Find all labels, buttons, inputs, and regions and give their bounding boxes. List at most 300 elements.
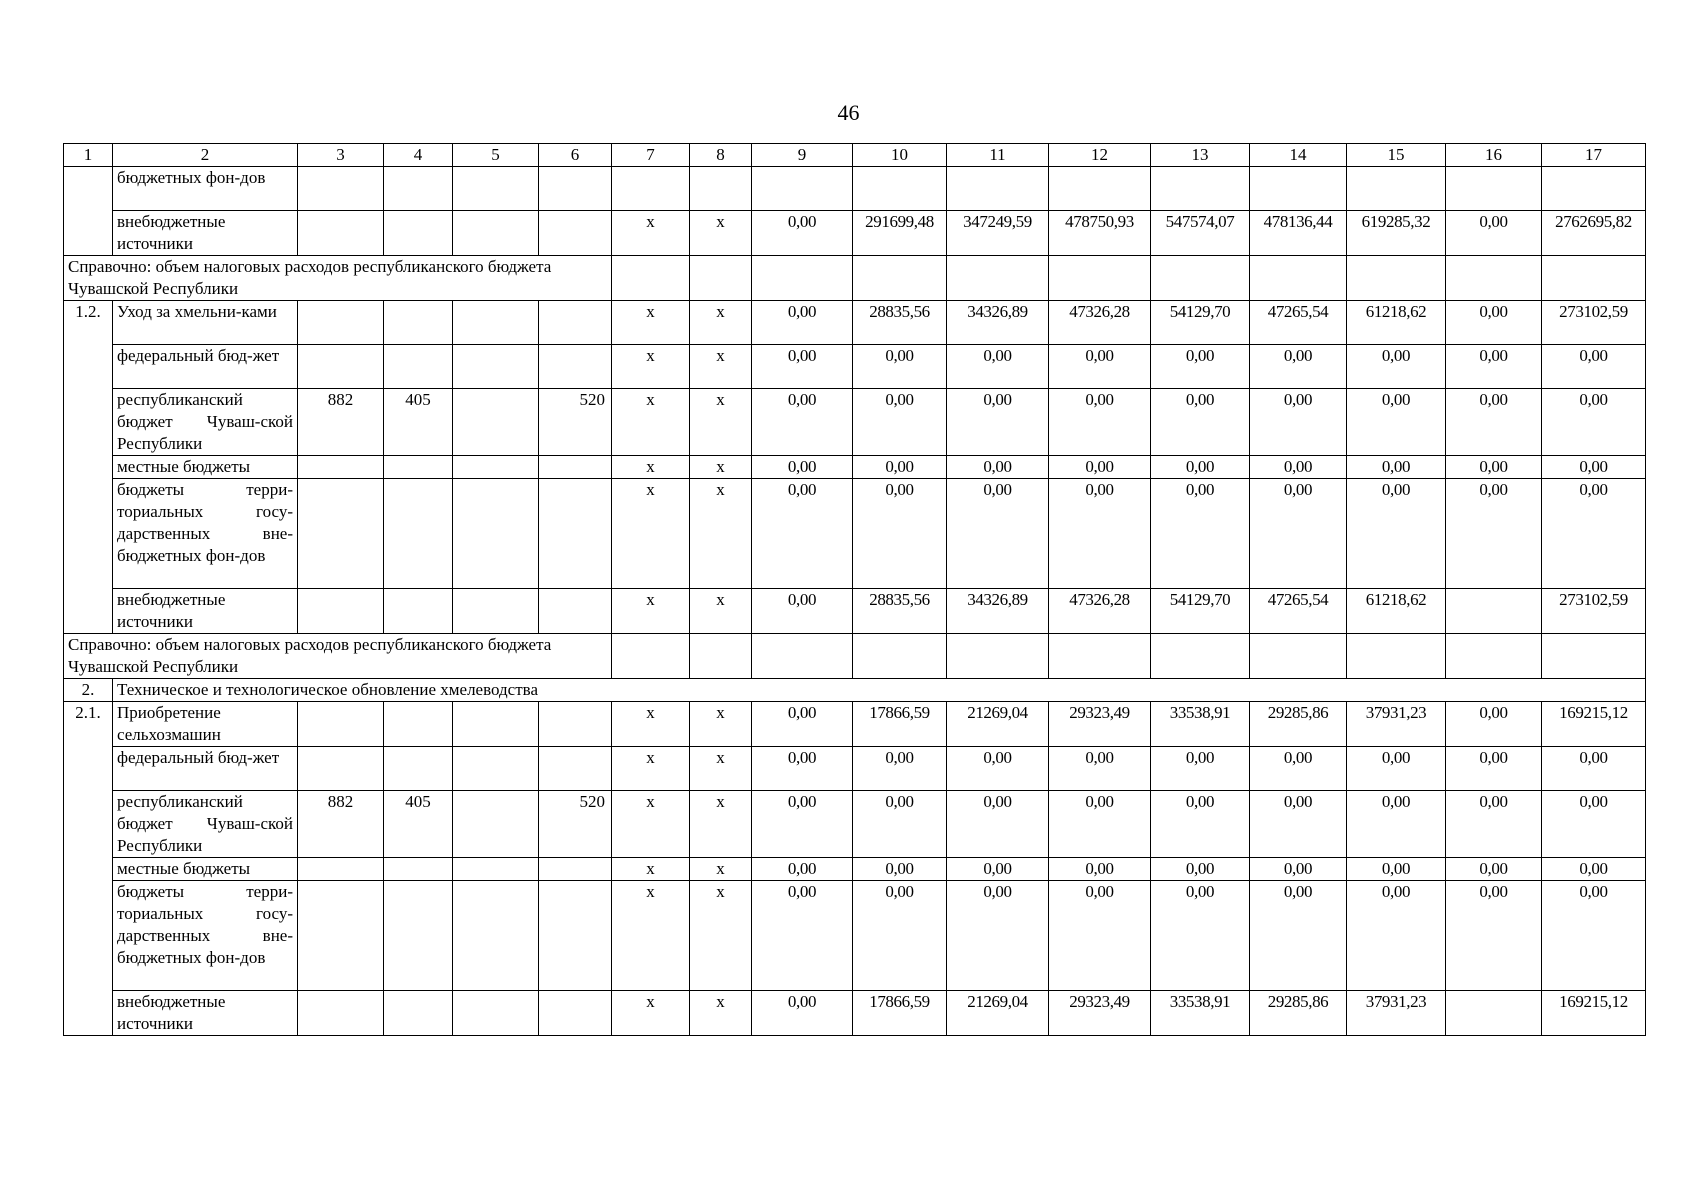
column-number-row	[64, 144, 1646, 167]
section-title: Техническое и технологическое обновление хмелеводства	[113, 679, 1646, 702]
amount-col-15	[1347, 167, 1446, 211]
amount-col-9: 0,00	[752, 791, 853, 858]
amount-col-11: 21269,04	[947, 702, 1049, 747]
gov-admin-code: 882	[298, 389, 384, 456]
row-number	[64, 211, 113, 256]
amount-col-10: 0,00	[853, 881, 947, 991]
amount-col-13: 0,00	[1151, 791, 1250, 858]
expense-type-code	[539, 479, 612, 589]
col7-mark: x	[612, 456, 690, 479]
empty-cell-14	[1250, 634, 1347, 679]
amount-col-13: 0,00	[1151, 881, 1250, 991]
amount-col-14: 0,00	[1250, 791, 1347, 858]
amount-col-14: 0,00	[1250, 881, 1347, 991]
gov-admin-code	[298, 858, 384, 881]
empty-cell-9	[752, 634, 853, 679]
amount-col-17: 2762695,82	[1542, 211, 1646, 256]
amount-col-13: 0,00	[1151, 456, 1250, 479]
column-number-1: 1	[64, 144, 113, 167]
amount-col-10: 0,00	[853, 791, 947, 858]
row-number	[64, 791, 113, 858]
target-article-code	[453, 991, 539, 1036]
col8-mark: x	[690, 702, 752, 747]
empty-cell-14	[1250, 256, 1347, 301]
col7-mark: x	[612, 702, 690, 747]
amount-col-14: 478136,44	[1250, 211, 1347, 256]
amount-col-14: 29285,86	[1250, 702, 1347, 747]
amount-col-17: 169215,12	[1542, 991, 1646, 1036]
col7-mark: x	[612, 747, 690, 791]
gov-admin-code	[298, 211, 384, 256]
amount-col-11: 0,00	[947, 456, 1049, 479]
table-row	[64, 301, 1646, 345]
amount-col-17: 273102,59	[1542, 589, 1646, 634]
table-row	[64, 991, 1646, 1036]
table-row	[64, 456, 1646, 479]
gov-admin-code	[298, 881, 384, 991]
amount-col-12: 0,00	[1049, 881, 1151, 991]
gov-admin-code	[298, 345, 384, 389]
amount-col-13: 0,00	[1151, 747, 1250, 791]
expense-type-code	[539, 456, 612, 479]
funding-source-name: республиканский бюджет Чуваш-ской Республики	[113, 791, 298, 858]
gov-admin-code	[298, 747, 384, 791]
empty-cell-13	[1151, 256, 1250, 301]
section-code	[384, 479, 453, 589]
row-number: 2.1.	[64, 702, 113, 747]
expense-type-code: 520	[539, 389, 612, 456]
amount-col-10: 0,00	[853, 389, 947, 456]
amount-col-16: 0,00	[1446, 345, 1542, 389]
col8-mark: x	[690, 479, 752, 589]
amount-col-11: 0,00	[947, 858, 1049, 881]
amount-col-12: 29323,49	[1049, 991, 1151, 1036]
amount-col-15: 0,00	[1347, 456, 1446, 479]
row-number	[64, 345, 113, 389]
amount-col-12: 0,00	[1049, 791, 1151, 858]
amount-col-17: 0,00	[1542, 456, 1646, 479]
amount-col-9: 0,00	[752, 345, 853, 389]
column-number-4: 4	[384, 144, 453, 167]
table-row	[64, 881, 1646, 991]
amount-col-16: 0,00	[1446, 747, 1542, 791]
amount-col-13: 33538,91	[1151, 702, 1250, 747]
column-number-12: 12	[1049, 144, 1151, 167]
expense-type-code	[539, 589, 612, 634]
amount-col-14: 0,00	[1250, 858, 1347, 881]
section-code	[384, 345, 453, 389]
amount-col-14: 0,00	[1250, 747, 1347, 791]
col7-mark: x	[612, 881, 690, 991]
amount-col-10: 28835,56	[853, 589, 947, 634]
column-number-6: 6	[539, 144, 612, 167]
amount-col-10: 17866,59	[853, 991, 947, 1036]
amount-col-12: 0,00	[1049, 747, 1151, 791]
section-row	[64, 679, 1646, 702]
amount-col-12: 478750,93	[1049, 211, 1151, 256]
amount-col-15: 0,00	[1347, 858, 1446, 881]
table-row	[64, 167, 1646, 211]
row-number	[64, 479, 113, 589]
amount-col-9: 0,00	[752, 456, 853, 479]
column-number-5: 5	[453, 144, 539, 167]
amount-col-9: 0,00	[752, 991, 853, 1036]
amount-col-11: 34326,89	[947, 301, 1049, 345]
amount-col-17: 169215,12	[1542, 702, 1646, 747]
table-row	[64, 345, 1646, 389]
amount-col-10: 0,00	[853, 479, 947, 589]
column-number-2: 2	[113, 144, 298, 167]
funding-source-name: федеральный бюд-жет	[113, 345, 298, 389]
empty-cell-10	[853, 256, 947, 301]
amount-col-16: 0,00	[1446, 881, 1542, 991]
column-number-13: 13	[1151, 144, 1250, 167]
amount-col-16	[1446, 589, 1542, 634]
row-number	[64, 747, 113, 791]
col7-mark: x	[612, 991, 690, 1036]
amount-col-11: 0,00	[947, 881, 1049, 991]
col8-mark: x	[690, 589, 752, 634]
target-article-code	[453, 589, 539, 634]
amount-col-9: 0,00	[752, 881, 853, 991]
amount-col-15: 0,00	[1347, 389, 1446, 456]
target-article-code	[453, 345, 539, 389]
amount-col-13: 54129,70	[1151, 301, 1250, 345]
empty-cell-8	[690, 256, 752, 301]
empty-cell-8	[690, 634, 752, 679]
table-row	[64, 479, 1646, 589]
amount-col-17: 0,00	[1542, 479, 1646, 589]
row-number	[64, 389, 113, 456]
amount-col-16: 0,00	[1446, 389, 1542, 456]
empty-cell-7	[612, 634, 690, 679]
amount-col-9: 0,00	[752, 858, 853, 881]
empty-cell-7	[612, 256, 690, 301]
amount-col-10: 291699,48	[853, 211, 947, 256]
amount-col-17: 0,00	[1542, 791, 1646, 858]
section-code	[384, 702, 453, 747]
expense-type-code	[539, 858, 612, 881]
amount-col-11: 0,00	[947, 479, 1049, 589]
amount-col-11: 0,00	[947, 747, 1049, 791]
empty-cell-11	[947, 634, 1049, 679]
target-article-code	[453, 747, 539, 791]
funding-source-name: бюджетных фон-дов	[113, 167, 298, 211]
row-number	[64, 456, 113, 479]
funding-source-name: внебюджетные источники	[113, 991, 298, 1036]
amount-col-16	[1446, 991, 1542, 1036]
gov-admin-code	[298, 301, 384, 345]
amount-col-11: 21269,04	[947, 991, 1049, 1036]
expense-type-code	[539, 167, 612, 211]
section-code	[384, 858, 453, 881]
amount-col-12: 0,00	[1049, 389, 1151, 456]
amount-col-13: 0,00	[1151, 858, 1250, 881]
target-article-code	[453, 791, 539, 858]
reference-note-row	[64, 256, 1646, 301]
expense-type-code	[539, 345, 612, 389]
section-code	[384, 881, 453, 991]
col7-mark	[612, 167, 690, 211]
target-article-code	[453, 301, 539, 345]
amount-col-10: 17866,59	[853, 702, 947, 747]
reference-note-text: Справочно: объем налоговых расходов республиканского бюджета Чувашской Республики	[64, 256, 612, 301]
funding-source-name: федеральный бюд-жет	[113, 747, 298, 791]
section-code	[384, 211, 453, 256]
amount-col-9: 0,00	[752, 211, 853, 256]
budget-table	[63, 143, 1646, 1036]
gov-admin-code	[298, 167, 384, 211]
row-number	[64, 167, 113, 211]
empty-cell-9	[752, 256, 853, 301]
expense-type-code	[539, 211, 612, 256]
amount-col-15: 61218,62	[1347, 301, 1446, 345]
target-article-code	[453, 211, 539, 256]
amount-col-13: 0,00	[1151, 345, 1250, 389]
amount-col-9	[752, 167, 853, 211]
amount-col-14: 0,00	[1250, 456, 1347, 479]
amount-col-13: 0,00	[1151, 479, 1250, 589]
gov-admin-code: 882	[298, 791, 384, 858]
col7-mark: x	[612, 791, 690, 858]
amount-col-14: 47265,54	[1250, 301, 1347, 345]
col8-mark: x	[690, 389, 752, 456]
table-row	[64, 858, 1646, 881]
amount-col-14: 47265,54	[1250, 589, 1347, 634]
amount-col-16: 0,00	[1446, 301, 1542, 345]
amount-col-17: 0,00	[1542, 389, 1646, 456]
target-article-code	[453, 702, 539, 747]
expense-type-code: 520	[539, 791, 612, 858]
section-code	[384, 456, 453, 479]
amount-col-10: 0,00	[853, 747, 947, 791]
empty-cell-17	[1542, 634, 1646, 679]
amount-col-17	[1542, 167, 1646, 211]
section-code	[384, 167, 453, 211]
amount-col-17: 0,00	[1542, 345, 1646, 389]
gov-admin-code	[298, 991, 384, 1036]
gov-admin-code	[298, 479, 384, 589]
expense-type-code	[539, 702, 612, 747]
col8-mark: x	[690, 301, 752, 345]
funding-source-name: местные бюджеты	[113, 456, 298, 479]
col7-mark: x	[612, 211, 690, 256]
amount-col-14: 0,00	[1250, 389, 1347, 456]
amount-col-11: 0,00	[947, 791, 1049, 858]
funding-source-name: внебюджетные источники	[113, 211, 298, 256]
amount-col-12	[1049, 167, 1151, 211]
empty-cell-13	[1151, 634, 1250, 679]
column-number-9: 9	[752, 144, 853, 167]
amount-col-17: 0,00	[1542, 858, 1646, 881]
funding-source-name: бюджеты терри-ториальных госу-дарственных вне-бюджетных фон-дов	[113, 881, 298, 991]
column-number-8: 8	[690, 144, 752, 167]
empty-cell-10	[853, 634, 947, 679]
expense-type-code	[539, 881, 612, 991]
section-code	[384, 991, 453, 1036]
amount-col-16: 0,00	[1446, 211, 1542, 256]
amount-col-15: 0,00	[1347, 479, 1446, 589]
amount-col-16: 0,00	[1446, 791, 1542, 858]
amount-col-15: 61218,62	[1347, 589, 1446, 634]
reference-note-text: Справочно: объем налоговых расходов республиканского бюджета Чувашской Республики	[64, 634, 612, 679]
amount-col-9: 0,00	[752, 702, 853, 747]
amount-col-10	[853, 167, 947, 211]
section-code	[384, 589, 453, 634]
amount-col-12: 0,00	[1049, 479, 1151, 589]
amount-col-17: 0,00	[1542, 747, 1646, 791]
expense-type-code	[539, 301, 612, 345]
col8-mark: x	[690, 456, 752, 479]
target-article-code	[453, 858, 539, 881]
amount-col-12: 0,00	[1049, 858, 1151, 881]
target-article-code	[453, 479, 539, 589]
gov-admin-code	[298, 589, 384, 634]
table-row	[64, 747, 1646, 791]
amount-col-9: 0,00	[752, 747, 853, 791]
table-row	[64, 702, 1646, 747]
column-number-15: 15	[1347, 144, 1446, 167]
target-article-code	[453, 881, 539, 991]
empty-cell-12	[1049, 256, 1151, 301]
col7-mark: x	[612, 479, 690, 589]
col8-mark: x	[690, 881, 752, 991]
expense-type-code	[539, 991, 612, 1036]
target-article-code	[453, 389, 539, 456]
amount-col-10: 0,00	[853, 858, 947, 881]
amount-col-15: 37931,23	[1347, 702, 1446, 747]
row-number	[64, 991, 113, 1036]
amount-col-16	[1446, 167, 1542, 211]
col7-mark: x	[612, 345, 690, 389]
funding-source-name: местные бюджеты	[113, 858, 298, 881]
gov-admin-code	[298, 702, 384, 747]
table-row	[64, 589, 1646, 634]
section-code: 405	[384, 389, 453, 456]
target-article-code	[453, 456, 539, 479]
column-number-14: 14	[1250, 144, 1347, 167]
target-article-code	[453, 167, 539, 211]
empty-cell-16	[1446, 256, 1542, 301]
funding-source-name: бюджеты терри-ториальных госу-дарственных вне-бюджетных фон-дов	[113, 479, 298, 589]
column-number-11: 11	[947, 144, 1049, 167]
amount-col-15: 0,00	[1347, 747, 1446, 791]
row-number	[64, 589, 113, 634]
section-code	[384, 747, 453, 791]
amount-col-11: 347249,59	[947, 211, 1049, 256]
funding-source-name: Уход за хмельни-ками	[113, 301, 298, 345]
amount-col-9: 0,00	[752, 589, 853, 634]
empty-cell-15	[1347, 256, 1446, 301]
empty-cell-17	[1542, 256, 1646, 301]
reference-note-row	[64, 634, 1646, 679]
funding-source-name: Приобретение сельхозмашин	[113, 702, 298, 747]
amount-col-13: 547574,07	[1151, 211, 1250, 256]
column-number-10: 10	[853, 144, 947, 167]
amount-col-15: 37931,23	[1347, 991, 1446, 1036]
funding-source-name: республиканский бюджет Чуваш-ской Республики	[113, 389, 298, 456]
amount-col-12: 0,00	[1049, 456, 1151, 479]
column-number-3: 3	[298, 144, 384, 167]
col7-mark: x	[612, 589, 690, 634]
amount-col-11: 34326,89	[947, 589, 1049, 634]
amount-col-12: 29323,49	[1049, 702, 1151, 747]
funding-source-name: внебюджетные источники	[113, 589, 298, 634]
expense-type-code	[539, 747, 612, 791]
gov-admin-code	[298, 456, 384, 479]
amount-col-12: 0,00	[1049, 345, 1151, 389]
amount-col-16: 0,00	[1446, 456, 1542, 479]
column-number-16: 16	[1446, 144, 1542, 167]
amount-col-10: 28835,56	[853, 301, 947, 345]
amount-col-11	[947, 167, 1049, 211]
amount-col-16: 0,00	[1446, 858, 1542, 881]
section-code	[384, 301, 453, 345]
col7-mark: x	[612, 389, 690, 456]
amount-col-12: 47326,28	[1049, 589, 1151, 634]
amount-col-16: 0,00	[1446, 702, 1542, 747]
amount-col-13: 0,00	[1151, 389, 1250, 456]
row-number: 1.2.	[64, 301, 113, 345]
col7-mark: x	[612, 301, 690, 345]
table-body	[64, 144, 1646, 1036]
amount-col-13: 33538,91	[1151, 991, 1250, 1036]
amount-col-12: 47326,28	[1049, 301, 1151, 345]
amount-col-15: 0,00	[1347, 791, 1446, 858]
row-number: 2.	[64, 679, 113, 702]
amount-col-14: 0,00	[1250, 479, 1347, 589]
row-number	[64, 881, 113, 991]
amount-col-14: 29285,86	[1250, 991, 1347, 1036]
table-row	[64, 791, 1646, 858]
col8-mark: x	[690, 747, 752, 791]
amount-col-15: 619285,32	[1347, 211, 1446, 256]
amount-col-13	[1151, 167, 1250, 211]
col8-mark	[690, 167, 752, 211]
col8-mark: x	[690, 211, 752, 256]
row-number	[64, 858, 113, 881]
column-number-7: 7	[612, 144, 690, 167]
table-row	[64, 211, 1646, 256]
col8-mark: x	[690, 858, 752, 881]
amount-col-15: 0,00	[1347, 345, 1446, 389]
column-number-17: 17	[1542, 144, 1646, 167]
amount-col-10: 0,00	[853, 345, 947, 389]
amount-col-15: 0,00	[1347, 881, 1446, 991]
col7-mark: x	[612, 858, 690, 881]
col8-mark: x	[690, 991, 752, 1036]
amount-col-11: 0,00	[947, 389, 1049, 456]
col8-mark: x	[690, 345, 752, 389]
amount-col-17: 273102,59	[1542, 301, 1646, 345]
amount-col-9: 0,00	[752, 301, 853, 345]
amount-col-13: 54129,70	[1151, 589, 1250, 634]
page-number: 46	[837, 100, 860, 125]
amount-col-11: 0,00	[947, 345, 1049, 389]
empty-cell-15	[1347, 634, 1446, 679]
table-row	[64, 389, 1646, 456]
empty-cell-16	[1446, 634, 1542, 679]
col8-mark: x	[690, 791, 752, 858]
amount-col-16: 0,00	[1446, 479, 1542, 589]
amount-col-9: 0,00	[752, 389, 853, 456]
empty-cell-11	[947, 256, 1049, 301]
amount-col-17: 0,00	[1542, 881, 1646, 991]
amount-col-14: 0,00	[1250, 345, 1347, 389]
empty-cell-12	[1049, 634, 1151, 679]
amount-col-14	[1250, 167, 1347, 211]
amount-col-9: 0,00	[752, 479, 853, 589]
